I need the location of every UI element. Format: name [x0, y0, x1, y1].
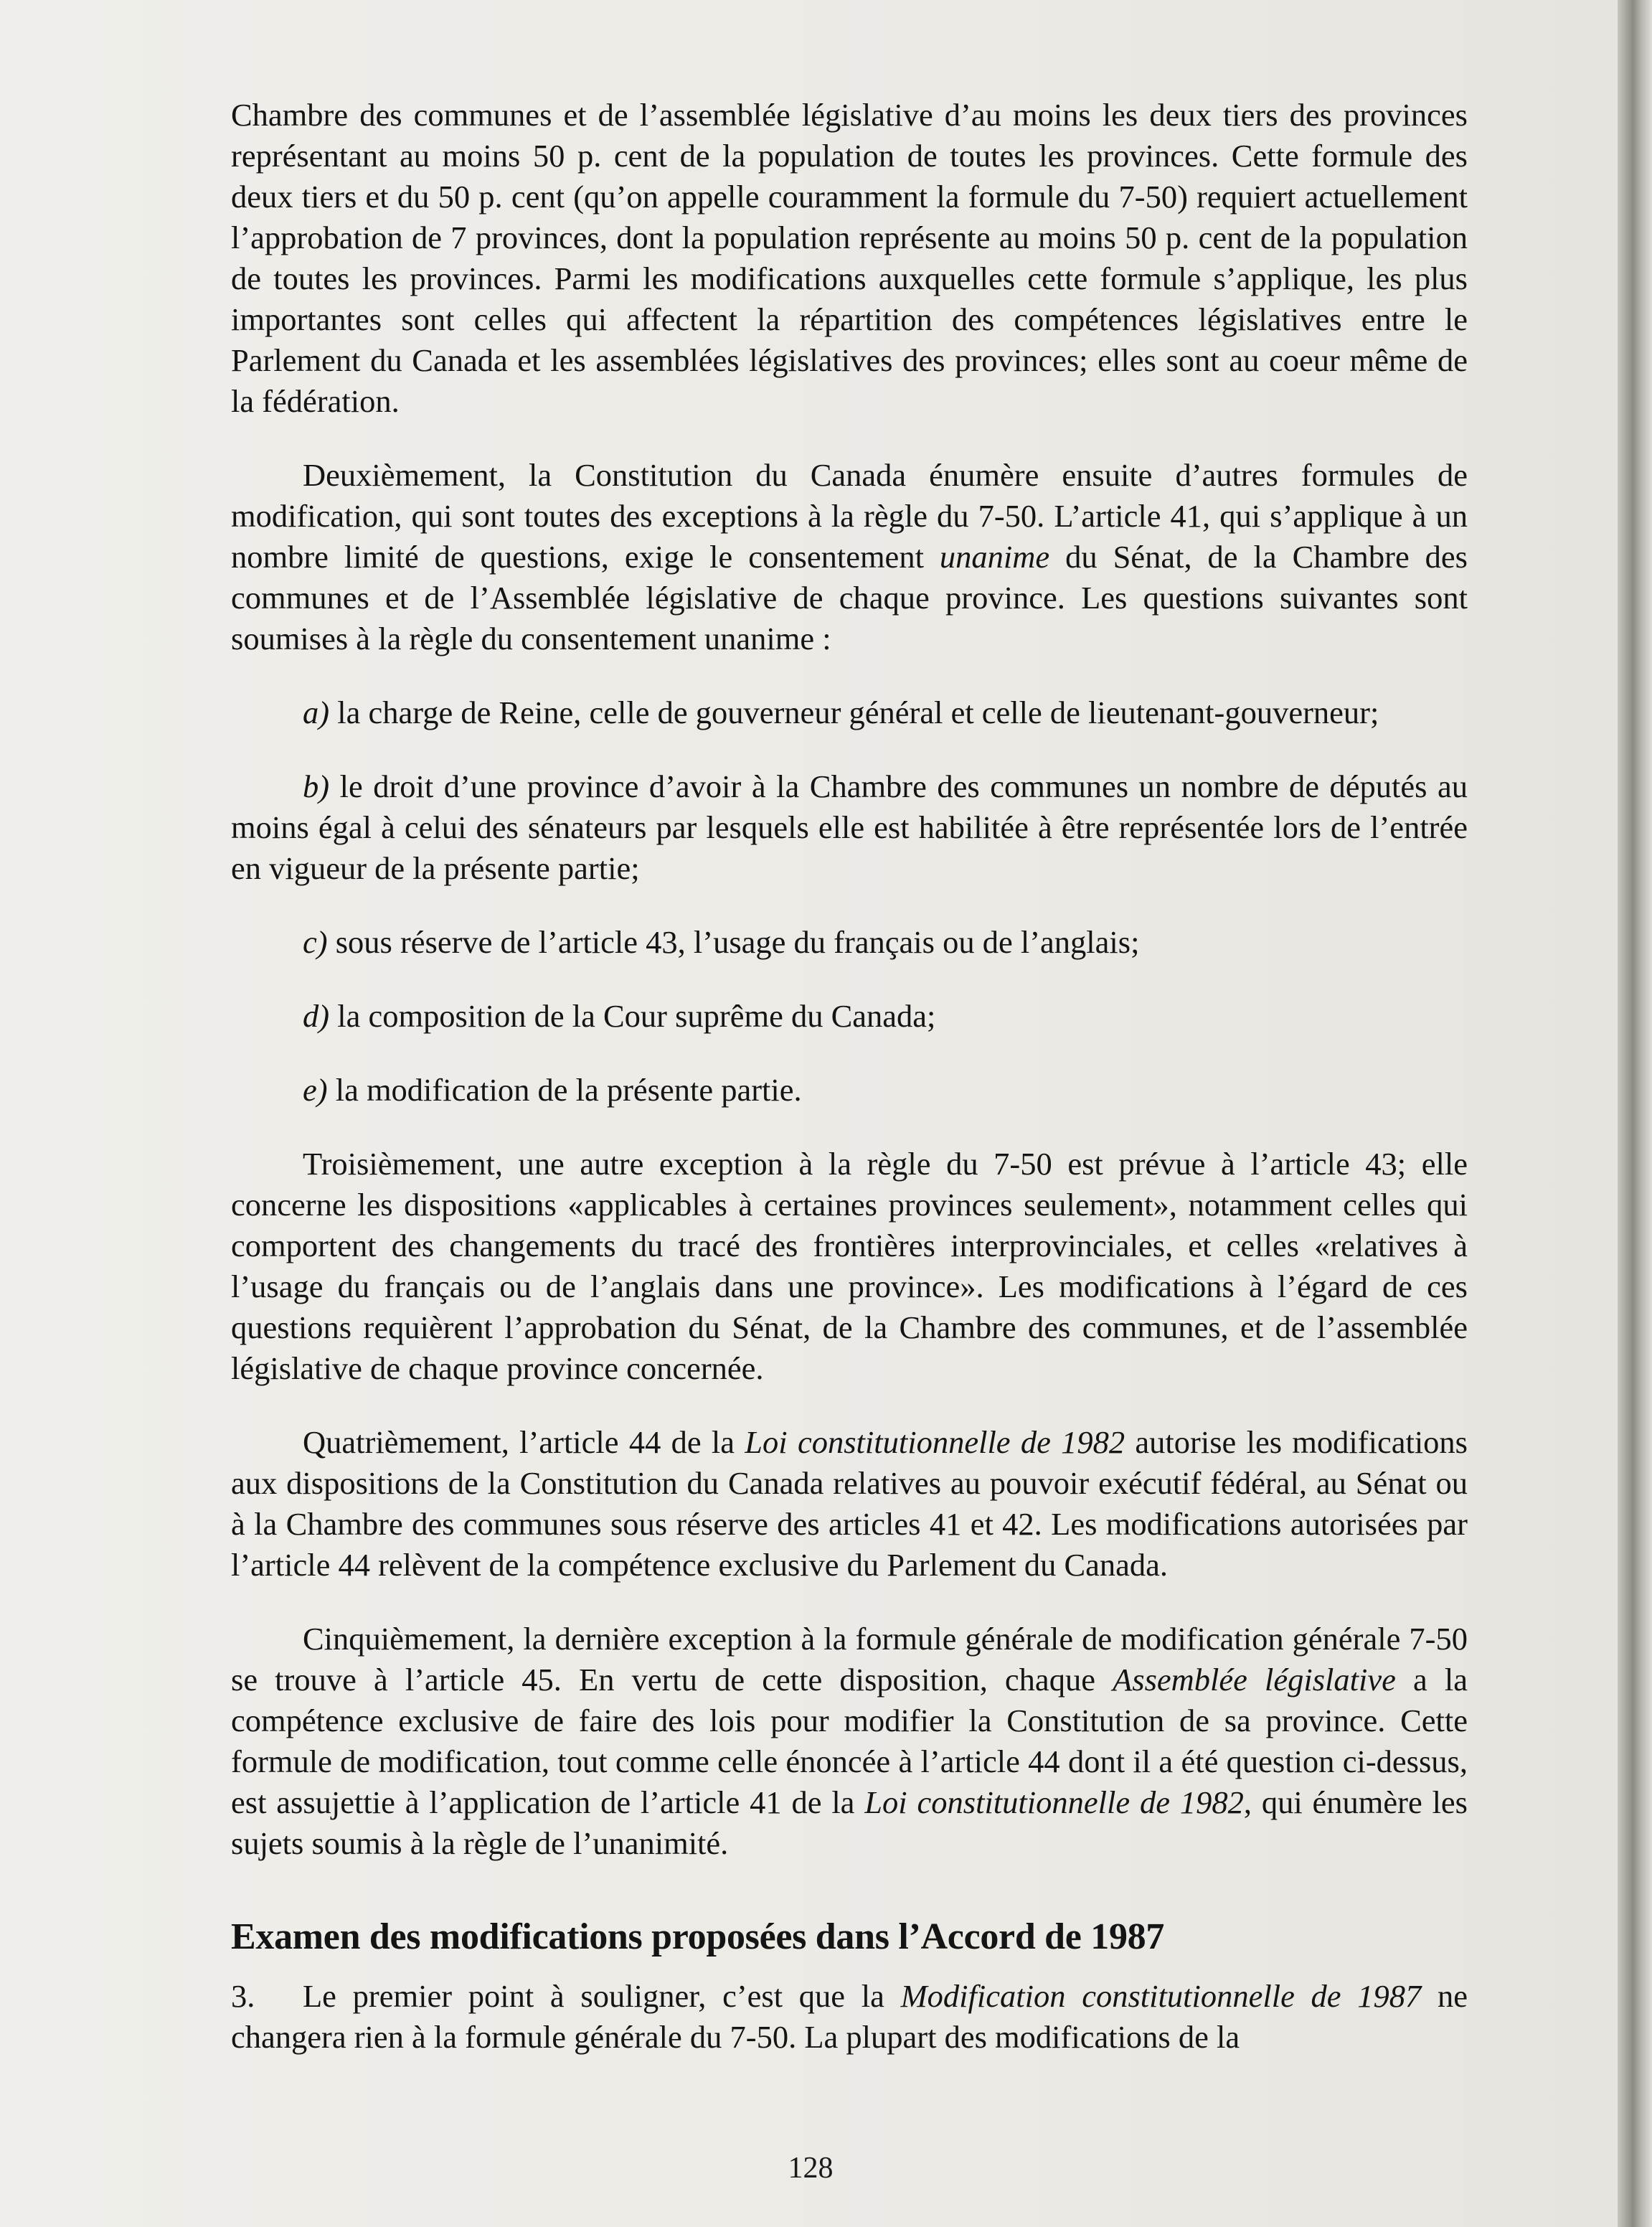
item-letter: c) — [303, 924, 328, 960]
text: Chambre des communes et de l’assemblée législative d’au moins les deux tiers des provinces représentant au moins 50 p. cent de la population de toutes les provinces. Cette formule des deux tiers et du 50 p. cent (qu’on appelle couramment la formule du 7-50) requiert actuellement l’approbation de 7 provinces, dont la population représente au moins 50 p. cent de la population de toutes les provinces. Parmi les modifications auxquelles cette formule s’applique, les plus importantes sont celles qui affectent la répartition des compétences législatives entre le Parlement du Canada et les assemblées législatives des provinces; elles sont au coeur même de la fédération. — [231, 97, 1468, 419]
list-item-e — [231, 1070, 1468, 1111]
emphasis: Modification constitutionnelle de 1987 — [900, 1978, 1422, 2014]
book-gutter — [1618, 0, 1652, 2227]
item-text: la composition de la Cour suprême du Canada; — [329, 998, 936, 1034]
text: du Sénat, de la Chambre des communes et de l’Assemblée législative de chaque province. Les questions suivantes sont soumises à la règle du consentement unanime : — [231, 539, 1468, 656]
page-number: 128 — [788, 2152, 834, 2185]
text: autorise les modifications aux dispositions de la Constitution du Canada relatives au pouvoir exécutif fédéral, au Sénat ou à la Chambre des communes sous réserve des articles 41 et 42. Les modifications autorisées par l’article 44 relèvent de la compétence exclusive du Parlement du Canada. — [231, 1424, 1468, 1583]
list-item-c — [231, 922, 1468, 963]
item-letter: b) — [303, 768, 330, 804]
emphasis: Assemblée législative — [1113, 1662, 1396, 1698]
text: Le premier point à souligner, c’est que la — [303, 1978, 901, 2014]
paragraph-quatriemement — [231, 1422, 1468, 1586]
list-item-d — [231, 996, 1468, 1037]
text: ne changera rien à la formule générale du 7-50. La plupart des modifications de la — [231, 1978, 1468, 2055]
item-text: sous réserve de l’article 43, l’usage du français ou de l’anglais; — [327, 924, 1140, 960]
paragraph-deuxiemement — [231, 455, 1468, 659]
emphasis: Loi constitutionnelle de 1982 — [864, 1784, 1244, 1820]
paragraph-continuation — [231, 95, 1468, 422]
text: Deuxièmement, la Constitution du Canada énumère ensuite d’autres formules de modification, qui sont toutes des exceptions à la règle du 7-50. L’article 41, qui s’applique à un nombre limité de questions, exige le consentement — [231, 457, 1468, 575]
paragraph-troisiemement — [231, 1144, 1468, 1389]
text: Cinquièmement, la dernière exception à la formule générale de modification générale 7-50 se trouve à l’article 45. En vertu de cette disposition, chaque — [231, 1621, 1468, 1698]
body-text — [231, 95, 1468, 2058]
list-item-a — [231, 692, 1468, 733]
numbered-paragraph-3 — [231, 1976, 1468, 2058]
paragraph-cinquiemement — [231, 1619, 1468, 1864]
item-letter: d) — [303, 998, 330, 1034]
item-text: la charge de Reine, celle de gouverneur général et celle de lieutenant-gouverneur; — [329, 695, 1379, 730]
emphasis: Loi constitutionnelle de 1982 — [745, 1424, 1125, 1460]
text: Quatrièmement, l’article 44 de la — [303, 1424, 745, 1460]
list-item-b — [231, 766, 1468, 889]
section-heading: Examen des modifications proposées dans l’Accord de 1987 — [231, 1916, 1165, 1957]
item-text: la modification de la présente partie. — [327, 1072, 802, 1108]
item-letter: e) — [303, 1072, 328, 1108]
emphasis: unanime — [939, 539, 1050, 575]
paragraph-number: 3. — [231, 1978, 255, 2014]
text: Troisièmement, une autre exception à la règle du 7-50 est prévue à l’article 43; elle concerne les dispositions «applicables à certaines provinces seulement», notamment celles qui comportent des changements du tracé des frontières interprovinciales, et celles «relatives à l’usage du français ou de l’anglais dans une province». Les modifications à l’égard de ces questions requièrent l’approbation du Sénat, de la Chambre des communes, et de l’assemblée législative de chaque province concernée. — [231, 1146, 1468, 1386]
text: , qui énumère les sujets soumis à la règle de l’unanimité. — [231, 1784, 1468, 1861]
text: a la compétence exclusive de faire des lois pour modifier la Constitution de sa province. Cette formule de modification, tout comme celle énoncée à l’article 44 dont il a été question ci-dessus, est assujettie à l’application de l’article 41 de la — [231, 1662, 1468, 1820]
item-letter: a) — [303, 695, 330, 730]
item-text: le droit d’une province d’avoir à la Chambre des communes un nombre de députés au moins égal à celui des sénateurs par lesquels elle est habilitée à être représentée lors de l’entrée en vigueur de la présente partie; — [231, 768, 1468, 886]
